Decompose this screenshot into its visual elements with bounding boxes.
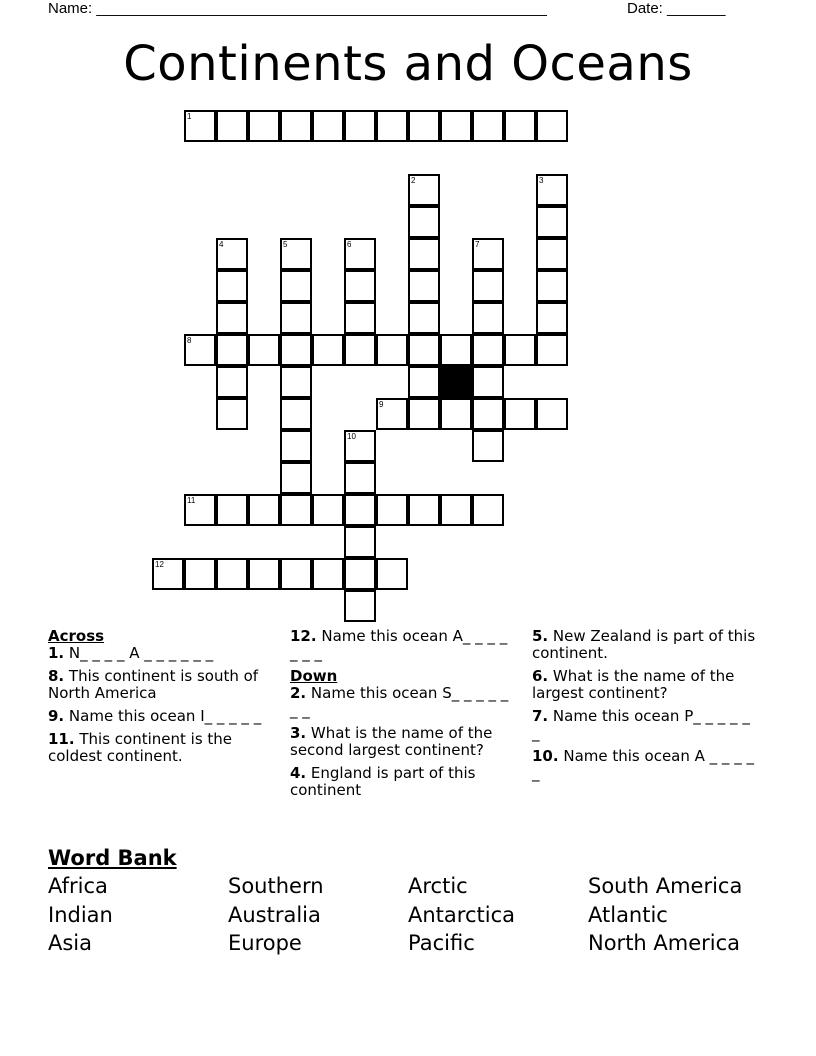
crossword-cell-number: 4 <box>219 240 224 249</box>
date-field-label: Date: _______ <box>627 0 726 17</box>
crossword-cell[interactable] <box>152 558 184 590</box>
crossword-cell[interactable] <box>216 398 248 430</box>
clue-number: 10. <box>532 747 559 765</box>
crossword-cell[interactable] <box>216 334 248 366</box>
crossword-cell[interactable] <box>536 110 568 142</box>
crossword-cell-number: 2 <box>411 176 416 185</box>
crossword-cell[interactable] <box>376 494 408 526</box>
crossword-cell[interactable] <box>184 110 216 142</box>
crossword-cell[interactable] <box>184 334 216 366</box>
crossword-cell[interactable] <box>408 494 440 526</box>
clue-text: Name this ocean P_ _ _ _ _ _ <box>532 707 750 742</box>
clues-column-3 <box>532 628 760 788</box>
crossword-cell[interactable] <box>280 110 312 142</box>
crossword-cell[interactable] <box>440 110 472 142</box>
crossword-cell[interactable] <box>280 270 312 302</box>
word-bank-item: Atlantic <box>588 903 668 927</box>
word-bank-item: Europe <box>228 931 302 955</box>
clue-number: 12. <box>290 627 317 645</box>
crossword-cell[interactable] <box>216 270 248 302</box>
crossword-cell[interactable] <box>280 398 312 430</box>
crossword-cell[interactable] <box>184 494 216 526</box>
crossword-cell[interactable] <box>504 110 536 142</box>
clue-number: 2. <box>290 684 307 702</box>
clue-text: England is part of this continent <box>290 764 476 799</box>
clue-number: 5. <box>532 627 549 645</box>
crossword-cell[interactable] <box>280 334 312 366</box>
crossword-cell[interactable] <box>504 334 536 366</box>
crossword-cell-number: 10 <box>347 432 356 441</box>
crossword-cell-number: 11 <box>187 496 196 505</box>
crossword-cell-number: 7 <box>475 240 480 249</box>
crossword-cell[interactable] <box>408 270 440 302</box>
name-field-label: Name: ______________________________________________________ <box>48 0 547 17</box>
crossword-cell[interactable] <box>472 334 504 366</box>
clue-down-5 <box>532 628 760 662</box>
clue-number: 4. <box>290 764 307 782</box>
crossword-cell[interactable] <box>280 238 312 270</box>
word-bank-item: Arctic <box>408 874 468 898</box>
crossword-cell[interactable] <box>440 334 472 366</box>
crossword-cell[interactable] <box>536 174 568 206</box>
crossword-cell[interactable] <box>216 494 248 526</box>
clue-text: What is the name of the second largest continent? <box>290 724 493 759</box>
crossword-cell[interactable] <box>344 462 376 494</box>
clue-across-1 <box>48 645 270 662</box>
crossword-cell-number: 8 <box>187 336 192 345</box>
crossword-cell[interactable] <box>280 302 312 334</box>
crossword-cell[interactable] <box>472 238 504 270</box>
clue-number: 11. <box>48 730 75 748</box>
clue-number: 6. <box>532 667 549 685</box>
crossword-cell[interactable] <box>472 270 504 302</box>
clue-number: 9. <box>48 707 65 725</box>
clue-across-8 <box>48 668 270 702</box>
clue-across-9 <box>48 708 270 725</box>
crossword-cell[interactable] <box>312 558 344 590</box>
clue-text: Name this ocean A _ _ _ _ _ <box>532 747 754 782</box>
crossword-cell[interactable] <box>536 398 568 430</box>
crossword-cell[interactable] <box>280 366 312 398</box>
crossword-cell[interactable] <box>280 494 312 526</box>
crossword-cell[interactable] <box>280 558 312 590</box>
clue-text: New Zealand is part of this continent. <box>532 627 756 662</box>
word-bank-title: Word Bank <box>48 846 177 870</box>
clues-column-2 <box>290 628 512 805</box>
clue-text: What is the name of the largest continent? <box>532 667 735 702</box>
crossword-cell[interactable] <box>472 494 504 526</box>
word-bank-item: South America <box>588 874 743 898</box>
crossword-cell[interactable] <box>344 238 376 270</box>
crossword-cell[interactable] <box>408 110 440 142</box>
clue-down-6 <box>532 668 760 702</box>
clue-number: 7. <box>532 707 549 725</box>
crossword-cell[interactable] <box>216 558 248 590</box>
crossword-cell[interactable] <box>376 110 408 142</box>
crossword-cell[interactable] <box>248 558 280 590</box>
crossword-cell[interactable] <box>472 366 504 398</box>
crossword-cell-number: 5 <box>283 240 288 249</box>
crossword-cell[interactable] <box>216 366 248 398</box>
crossword-cell[interactable] <box>408 334 440 366</box>
crossword-cell-number: 9 <box>379 400 384 409</box>
crossword-cell[interactable] <box>312 494 344 526</box>
crossword-cell-number: 1 <box>187 112 192 121</box>
word-bank-item: Australia <box>228 903 321 927</box>
crossword-cell[interactable] <box>536 334 568 366</box>
crossword-cell-number: 3 <box>539 176 544 185</box>
word-bank-item: Asia <box>48 931 93 955</box>
crossword-cell[interactable] <box>472 110 504 142</box>
crossword-cell[interactable] <box>248 494 280 526</box>
crossword-cell[interactable] <box>408 398 440 430</box>
crossword-cell[interactable] <box>408 366 440 398</box>
crossword-cell[interactable] <box>536 206 568 238</box>
crossword-cell[interactable] <box>216 110 248 142</box>
crossword-cell[interactable] <box>440 494 472 526</box>
clue-number: 1. <box>48 644 65 662</box>
down-heading: Down <box>290 667 338 685</box>
word-bank-item: Indian <box>48 903 113 927</box>
crossword-cell[interactable] <box>440 398 472 430</box>
crossword-cell[interactable] <box>344 110 376 142</box>
crossword-cell[interactable] <box>472 398 504 430</box>
crossword-cell[interactable] <box>376 334 408 366</box>
crossword-cell[interactable] <box>344 302 376 334</box>
word-bank-item: North America <box>588 931 741 955</box>
crossword-cell[interactable] <box>344 334 376 366</box>
crossword-cell[interactable] <box>376 558 408 590</box>
clue-across-11 <box>48 731 270 765</box>
clue-down-4 <box>290 765 512 799</box>
crossword-cell[interactable] <box>504 398 536 430</box>
clue-down-7 <box>532 708 760 742</box>
crossword-cell[interactable] <box>344 558 376 590</box>
crossword-cell[interactable] <box>536 238 568 270</box>
crossword-cell[interactable] <box>408 206 440 238</box>
crossword-cell-number: 12 <box>155 560 164 569</box>
clue-text: N_ _ _ _ A _ _ _ _ _ _ <box>68 644 214 662</box>
clue-number: 3. <box>290 724 307 742</box>
word-bank-item: Pacific <box>408 931 475 955</box>
crossword-cell[interactable] <box>216 238 248 270</box>
word-bank-item: Antarctica <box>408 903 515 927</box>
clue-down-10 <box>532 748 760 782</box>
crossword-cell[interactable] <box>344 494 376 526</box>
clue-down-2 <box>290 685 512 719</box>
crossword-cell[interactable] <box>344 270 376 302</box>
clue-text: Name this ocean S_ _ _ _ _ _ _ <box>290 684 509 719</box>
clue-text: This continent is south of North America <box>48 667 259 702</box>
page-title: Continents and Oceans <box>123 36 693 92</box>
crossword-black-cell <box>440 366 472 398</box>
crossword-cell[interactable] <box>376 398 408 430</box>
crossword-cell[interactable] <box>280 462 312 494</box>
crossword-cell[interactable] <box>248 110 280 142</box>
crossword-cell[interactable] <box>312 110 344 142</box>
crossword-cell[interactable] <box>472 302 504 334</box>
crossword-cell[interactable] <box>312 334 344 366</box>
crossword-cell[interactable] <box>472 430 504 462</box>
crossword-cell[interactable] <box>344 590 376 622</box>
crossword-cell[interactable] <box>536 302 568 334</box>
crossword-cell[interactable] <box>248 334 280 366</box>
crossword-cell[interactable] <box>408 174 440 206</box>
word-bank-item: Africa <box>48 874 108 898</box>
crossword-cell[interactable] <box>216 302 248 334</box>
crossword-cell-number: 6 <box>347 240 352 249</box>
clue-number: 8. <box>48 667 65 685</box>
clue-text: This continent is the coldest continent. <box>48 730 233 765</box>
crossword-cell[interactable] <box>408 238 440 270</box>
crossword-cell[interactable] <box>536 270 568 302</box>
crossword-cell[interactable] <box>344 430 376 462</box>
clue-text: Name this ocean I_ _ _ _ _ <box>68 707 262 725</box>
clue-down-3 <box>290 725 512 759</box>
clue-text: Name this ocean A_ _ _ _ _ _ _ <box>290 627 508 662</box>
word-bank-item: Southern <box>228 874 324 898</box>
crossword-cell[interactable] <box>408 302 440 334</box>
clue-across-12 <box>290 628 512 662</box>
clues-column-1 <box>48 628 270 771</box>
crossword-cell[interactable] <box>344 526 376 558</box>
crossword-cell[interactable] <box>184 558 216 590</box>
across-heading: Across <box>48 627 105 645</box>
crossword-cell[interactable] <box>280 430 312 462</box>
